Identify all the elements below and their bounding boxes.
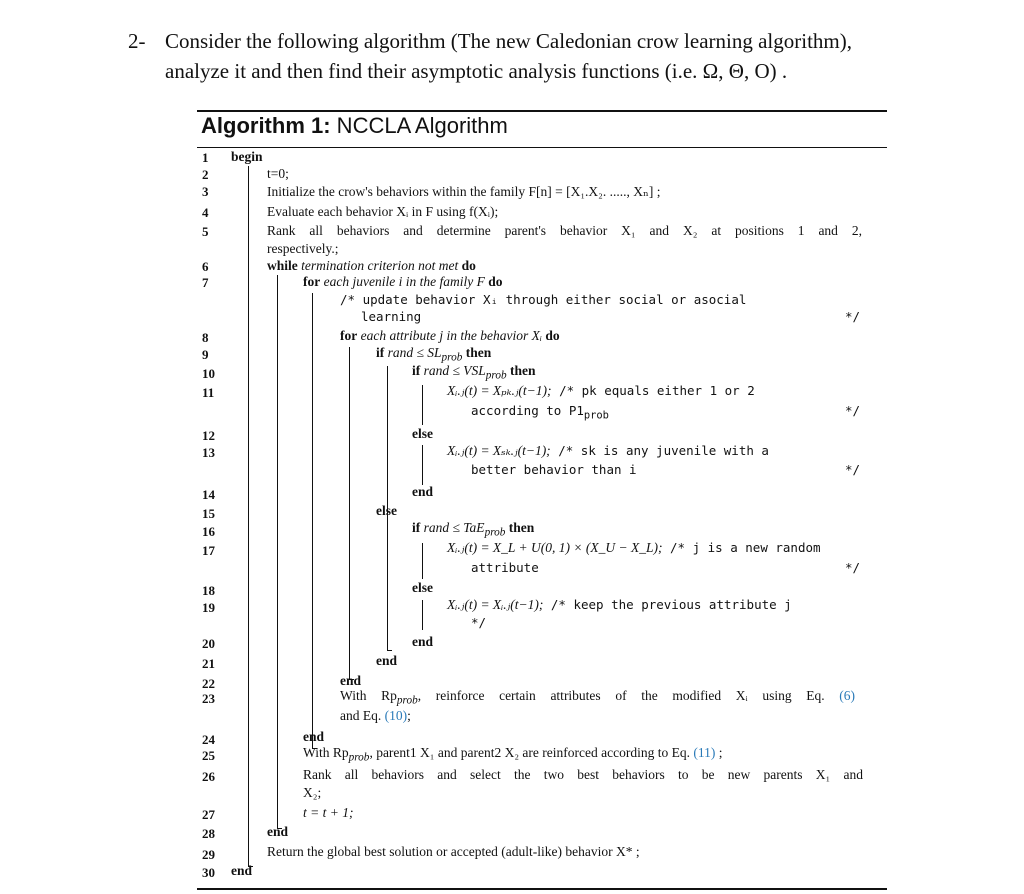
assignment: Xᵢ.ⱼ(t) = Xₚₖ.ⱼ(t−1); (447, 383, 552, 398)
line-number: 26 (202, 769, 215, 784)
keyword-while: while (267, 258, 298, 273)
line-8 (340, 328, 560, 344)
question-number: 2- (128, 29, 146, 53)
line-27: t = t + 1; (303, 805, 354, 820)
keyword-if: if (376, 345, 385, 360)
line-26-cont: X₂; (303, 785, 322, 800)
line-16 (412, 520, 534, 539)
subscript: prob (485, 369, 507, 382)
for-juvenile-bar (312, 293, 313, 748)
line-2: t=0; (267, 166, 289, 181)
text: ; (407, 708, 411, 723)
line-13 (447, 443, 769, 459)
line-number: 25 (202, 748, 215, 763)
line-number: 14 (202, 487, 215, 502)
text: and Eq. (340, 708, 385, 723)
subscript: prob (396, 694, 418, 707)
line-number: 4 (202, 205, 209, 220)
algorithm-title-label: Algorithm 1: (201, 113, 331, 138)
text: With Rp (303, 745, 349, 760)
line-23 (340, 688, 855, 707)
comment-update: /* update behavior Xᵢ through either social or asocial (340, 292, 747, 307)
line-24: end (303, 729, 325, 744)
comment: /* j is a new random (662, 540, 821, 555)
comment: /* sk is any juvenile with a (550, 443, 769, 458)
line-number: 24 (202, 732, 215, 747)
algorithm-box (197, 110, 887, 890)
line-18: else (412, 580, 433, 595)
line-number: 9 (202, 347, 209, 362)
line-number: 3 (202, 184, 209, 199)
line-7 (303, 274, 502, 290)
while-condition: termination criterion not met (297, 258, 462, 273)
equation-link[interactable]: (6) (839, 688, 855, 703)
assignment: Xᵢ.ⱼ(t) = Xₛₖ.ⱼ(t−1); (447, 443, 551, 458)
keyword-then: then (462, 345, 492, 360)
algorithm-title-name: NCCLA Algorithm (330, 113, 508, 138)
line-4: Evaluate each behavior Xᵢ in F using f(Xᵢ); (267, 204, 499, 219)
line-number: 5 (202, 224, 209, 239)
line-17 (447, 540, 821, 556)
line-5a: Rank all behaviors and determine parent's behavior X₁ and X₂ at positions 1 and 2, (267, 223, 862, 238)
keyword-then: then (506, 363, 536, 378)
comment-end: */ (845, 309, 861, 324)
line-number: 13 (202, 445, 215, 460)
line-21: end (376, 653, 398, 668)
line-11 (447, 383, 755, 399)
comment: /* pk equals either 1 or 2 (551, 383, 755, 398)
line-number: 10 (202, 366, 215, 381)
text: With Rp (340, 688, 397, 703)
line-3: Initialize the crow's behaviors within the family F[n] = [X₁.X₂. ....., Xₙ] ; (267, 184, 661, 199)
line-19 (447, 597, 792, 613)
line-30: end (231, 863, 253, 878)
line-13-comment-cont: better behavior than i (471, 462, 637, 477)
line-9 (376, 345, 491, 364)
if-tae-condition: rand ≤ TaE (420, 520, 485, 535)
line-23-cont (340, 708, 411, 724)
bottom-rule (197, 888, 887, 890)
line-number: 28 (202, 826, 215, 841)
line-25 (303, 745, 722, 764)
while-block-bar (277, 275, 278, 828)
line-1: begin (231, 149, 263, 164)
line-number: 8 (202, 330, 209, 345)
equation-link[interactable]: (11) (693, 745, 716, 760)
question-line-2: analyze it and then find their asymptotic analysis functions (i.e. Ω, Θ, O) . (165, 59, 788, 83)
if-vsl-condition: rand ≤ VSL (420, 363, 486, 378)
comment-end: */ (845, 462, 861, 477)
line-number: 30 (202, 865, 215, 880)
line-number: 20 (202, 636, 215, 651)
line-number: 19 (202, 600, 215, 615)
keyword-then: then (505, 520, 535, 535)
question-line-1: Consider the following algorithm (The new Caledonian crow learning algorithm), (165, 29, 852, 53)
keyword-do: do (461, 258, 476, 273)
comment: /* keep the previous attribute j (543, 597, 792, 612)
for-attribute-bar (349, 347, 350, 679)
for-condition: each juvenile i in the family F (320, 274, 489, 289)
line-20: end (412, 634, 434, 649)
line-number: 11 (202, 385, 215, 400)
line-number: 27 (202, 807, 215, 822)
subscript: prob (441, 351, 463, 364)
keyword-if: if (412, 363, 421, 378)
if-sl-tick (387, 650, 392, 651)
line-5b: respectively.; (267, 241, 339, 256)
top-rule (197, 110, 887, 112)
text: , reinforce certain attributes of the modified Xᵢ using Eq. (417, 688, 840, 703)
for-attribute-condition: each attribute j in the behavior Xᵢ (357, 328, 546, 343)
subscript: prob (484, 526, 506, 539)
comment-end: */ (845, 403, 861, 418)
line-14: end (412, 484, 434, 499)
keyword-do: do (545, 328, 560, 343)
comment: according to P1 (471, 403, 584, 418)
line-number: 1 (202, 150, 209, 165)
line-12: else (412, 426, 433, 441)
keyword-for: for (303, 274, 321, 289)
line-number: 18 (202, 583, 215, 598)
line-6 (267, 258, 476, 274)
line-number: 22 (202, 676, 215, 691)
if-tae-then-bar (422, 543, 423, 579)
keyword-do: do (488, 274, 503, 289)
line-28: end (267, 824, 289, 839)
comment-update-cont: learning (361, 309, 422, 324)
keyword-if: if (412, 520, 421, 535)
line-19-comment-end: */ (471, 615, 487, 630)
line-number: 6 (202, 259, 209, 274)
line-15: else (376, 503, 397, 518)
line-26: Rank all behaviors and select the two best behaviors to be new parents X₁ and (303, 767, 863, 782)
assignment: Xᵢ.ⱼ(t) = X_L + U(0, 1) × (X_U − X_L); (447, 540, 663, 555)
equation-link[interactable]: (10) (384, 708, 408, 723)
line-11-comment-cont (471, 403, 609, 422)
subscript: prob (583, 409, 609, 422)
title-rule (197, 147, 887, 148)
line-number: 29 (202, 847, 215, 862)
line-number: 21 (202, 656, 215, 671)
line-number: 2 (202, 167, 209, 182)
comment-end: */ (845, 560, 861, 575)
subscript: prob (348, 751, 370, 764)
line-number: 7 (202, 275, 209, 290)
line-number: 12 (202, 428, 215, 443)
line-10 (412, 363, 536, 382)
assignment: Xᵢ.ⱼ(t) = Xᵢ.ⱼ(t−1); (447, 597, 544, 612)
line-17-comment-cont: attribute (471, 560, 539, 575)
if-tae-else-bar (422, 600, 423, 630)
begin-block-bar (248, 166, 249, 866)
text: , parent1 X₁ and parent2 X₂ are reinforced according to Eq. (369, 745, 694, 760)
algorithm-title (201, 113, 508, 139)
if-vsl-else-bar (422, 445, 423, 485)
line-number: 15 (202, 506, 215, 521)
line-29: Return the global best solution or accepted (adult-like) behavior X* ; (267, 844, 640, 859)
if-sl-condition: rand ≤ SL (384, 345, 442, 360)
line-22: end (340, 673, 362, 688)
text: ; (715, 745, 723, 760)
keyword-for: for (340, 328, 358, 343)
line-number: 17 (202, 543, 215, 558)
line-number: 23 (202, 691, 215, 706)
line-number: 16 (202, 524, 215, 539)
if-vsl-then-bar (422, 385, 423, 425)
